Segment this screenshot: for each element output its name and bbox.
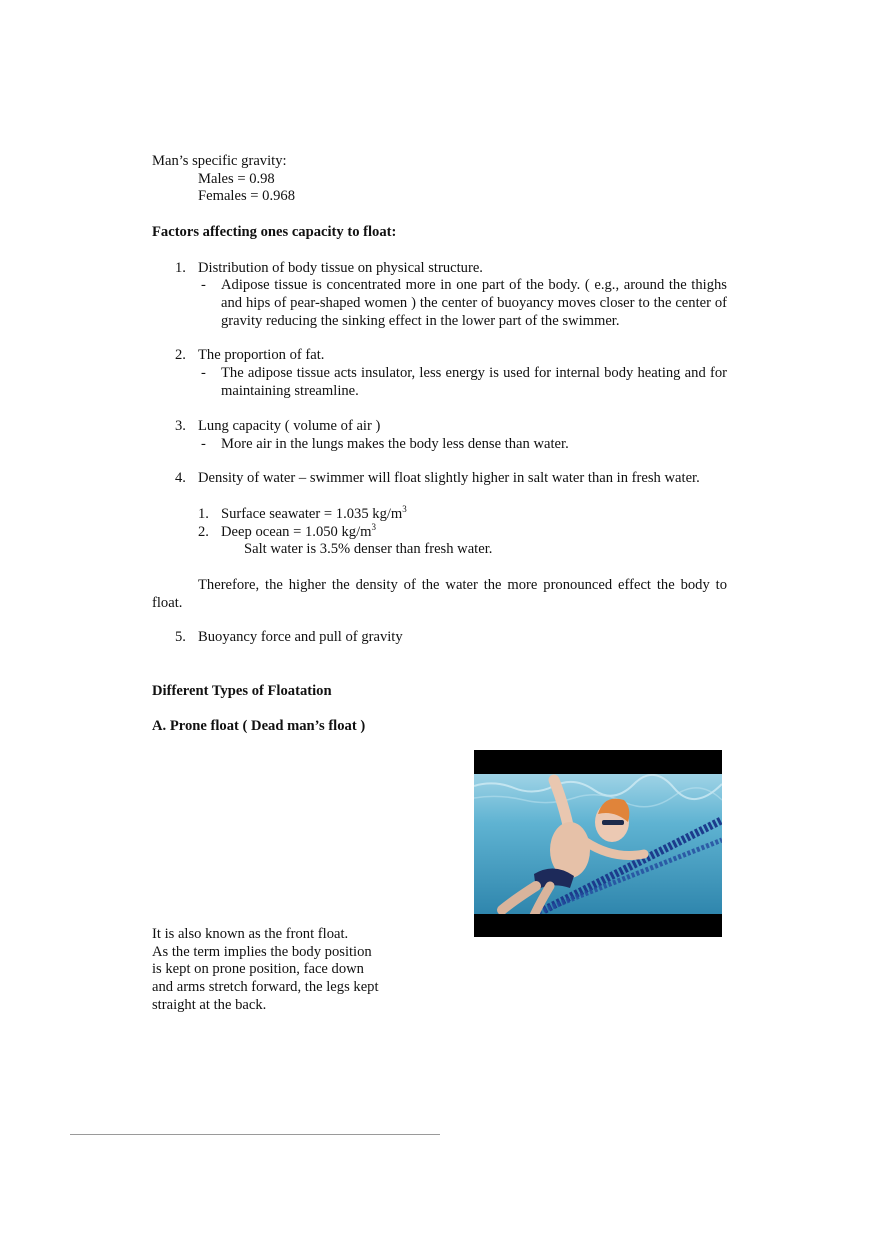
item1-dash: - xyxy=(201,277,206,293)
prone-desc-line-2: As the term implies the body position xyxy=(152,944,372,960)
floatation-heading: Different Types of Floatation xyxy=(152,683,332,699)
item2-dash: - xyxy=(201,365,206,381)
prone-desc-line-5: straight at the back. xyxy=(152,997,267,1013)
prone-desc-line-3: is kept on prone position, face down xyxy=(152,961,364,977)
specific-gravity-title: Man’s specific gravity: xyxy=(152,153,287,169)
density2-exponent: 3 xyxy=(371,522,376,533)
females-value: Females = 0.968 xyxy=(198,188,295,204)
item1-number: 1. xyxy=(175,260,186,276)
density1-text: Surface seawater = 1.035 $kg/m^3$ xyxy=(221,504,407,522)
item4-text: Density of water – swimmer will float slightly higher in salt water than in fresh water. xyxy=(198,470,700,486)
item3-text: Lung capacity ( volume of air ) xyxy=(198,418,381,434)
prone-float-heading: A. Prone float ( Dead man’s float ) xyxy=(152,718,366,734)
density1-number: 1. xyxy=(198,506,209,522)
density1-exponent: 3 xyxy=(402,504,407,515)
prone-float-photo xyxy=(474,750,722,937)
males-value: Males = 0.98 xyxy=(198,171,275,187)
item1-subtext: Adipose tissue is concentrated more in one part of the body. ( e.g., around the thighs and hips of pear-shaped women ) the center of buoyancy moves closer to the center of gravity reducing the sinking effect in the lower part of the swimmer. xyxy=(221,277,727,329)
density2-number: 2. xyxy=(198,524,209,540)
factors-heading: Factors affecting ones capacity to float: xyxy=(152,224,397,240)
item4-number: 4. xyxy=(175,470,186,486)
density2-text: Deep ocean = 1.050 $kg/m^3$ xyxy=(221,522,376,540)
prone-desc-line-1: It is also known as the front float. xyxy=(152,926,349,942)
item3-dash: - xyxy=(201,436,206,452)
item1-text: Distribution of body tissue on physical structure. xyxy=(198,260,483,276)
salt-water-note: Salt water is 3.5% denser than fresh water. xyxy=(244,541,493,557)
item2-number: 2. xyxy=(175,347,186,363)
prone-desc-line-4: and arms stretch forward, the legs kept xyxy=(152,979,379,995)
item2-subtext: The adipose tissue acts insulator, less energy is used for internal body heating and for maintaining streamline. xyxy=(221,365,727,399)
item5-number: 5. xyxy=(175,629,186,645)
item2-text: The proportion of fat. xyxy=(198,347,325,363)
item5-text: Buoyancy force and pull of gravity xyxy=(198,629,403,645)
therefore-paragraph: Therefore, the higher the density of the water the more pronounced effect the body to float. xyxy=(152,577,727,611)
swimmer-illustration xyxy=(474,750,722,937)
item3-number: 3. xyxy=(175,418,186,434)
item3-subtext: More air in the lungs makes the body less dense than water. xyxy=(221,436,569,452)
footer-divider xyxy=(70,1134,440,1135)
